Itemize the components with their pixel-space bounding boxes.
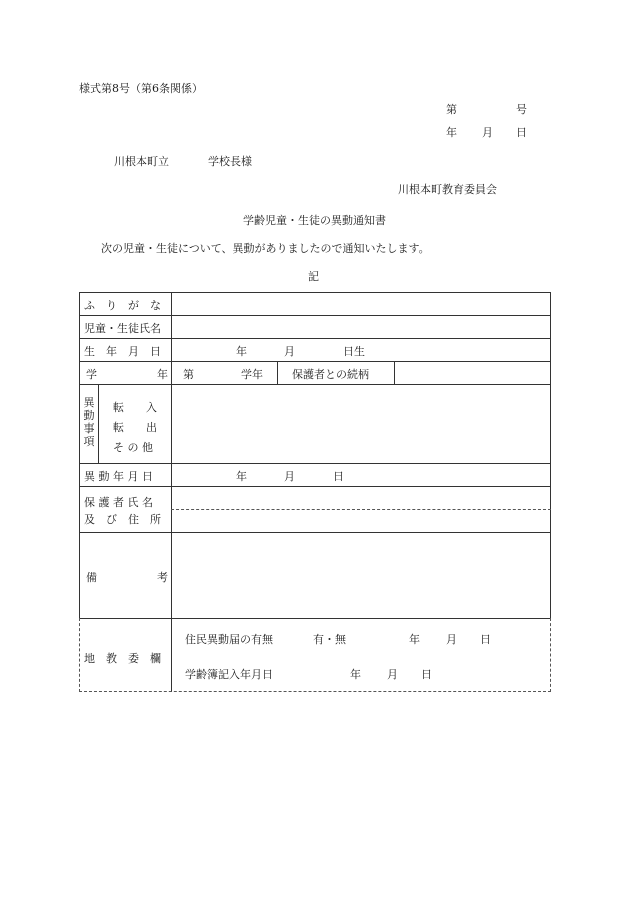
- register-date-label: 学齢簿記入年月日: [185, 668, 273, 681]
- birth-day: 日生: [343, 345, 365, 358]
- change-items-vertical-label: 異 動 事 項: [83, 396, 95, 448]
- resident-change-label: 住民異動届の有無: [185, 633, 273, 646]
- remarks-field[interactable]: [173, 533, 549, 617]
- student-name-field[interactable]: [173, 316, 549, 337]
- office-use-label: 地 教 委 欄: [84, 652, 161, 665]
- form-number: 様式第8号（第6条関係）: [79, 82, 203, 95]
- birth-date-label: 生 年 月 日: [84, 345, 161, 358]
- birth-year: 年: [236, 345, 247, 358]
- notification-table: [79, 292, 551, 692]
- document-title: 学齢児童・生徒の異動通知書: [243, 214, 386, 227]
- guardian-relation-field[interactable]: [396, 362, 549, 383]
- resident-change-value[interactable]: 有・無: [313, 633, 346, 646]
- sender: 川根本町教育委員会: [398, 183, 497, 196]
- change-date-label: 異 動 年 月 日: [84, 470, 153, 483]
- change-transfer-in: 転 入: [113, 401, 157, 414]
- date-month: 月: [482, 126, 493, 139]
- grade-dai: 第: [183, 368, 194, 381]
- change-details-field[interactable]: [173, 385, 549, 462]
- body-text: 次の児童・生徒について、異動がありましたので通知いたします。: [101, 242, 430, 255]
- date-day: 日: [516, 126, 527, 139]
- guardian-name-field[interactable]: [173, 487, 549, 508]
- doc-number-go: 号: [516, 103, 527, 116]
- guardian-relation-label: 保護者との続柄: [292, 368, 369, 381]
- guardian-label-line1: 保 護 者 氏 名: [84, 496, 153, 509]
- addressee-town: 川根本町立: [114, 155, 169, 168]
- guardian-label-line2: 及 び 住 所: [84, 513, 161, 526]
- register-date-day: 日: [421, 668, 432, 681]
- resident-change-day: 日: [480, 633, 491, 646]
- remarks-label-right: 考: [157, 571, 168, 584]
- furigana-field[interactable]: [173, 293, 549, 314]
- register-date-month: 月: [387, 668, 398, 681]
- grade-gakunen: 学年: [241, 368, 263, 381]
- remarks-label-left: 備: [86, 571, 97, 584]
- ki-heading: 記: [308, 270, 319, 283]
- register-date-year: 年: [350, 668, 361, 681]
- guardian-address-field[interactable]: [173, 510, 549, 531]
- date-year: 年: [446, 126, 457, 139]
- grade-label-right: 年: [157, 368, 168, 381]
- doc-number-dai: 第: [446, 103, 457, 116]
- addressee-principal: 学校長様: [208, 155, 252, 168]
- change-date-year: 年: [236, 470, 247, 483]
- resident-change-month: 月: [446, 633, 457, 646]
- change-other: そ の 他: [113, 441, 153, 454]
- change-transfer-out: 転 出: [113, 421, 157, 434]
- change-date-day: 日: [333, 470, 344, 483]
- student-name-label: 児童・生徒氏名: [84, 322, 161, 335]
- furigana-label: ふ り が な: [84, 299, 161, 312]
- grade-label-left: 学: [86, 368, 97, 381]
- birth-month: 月: [284, 345, 295, 358]
- change-date-month: 月: [284, 470, 295, 483]
- resident-change-year: 年: [409, 633, 420, 646]
